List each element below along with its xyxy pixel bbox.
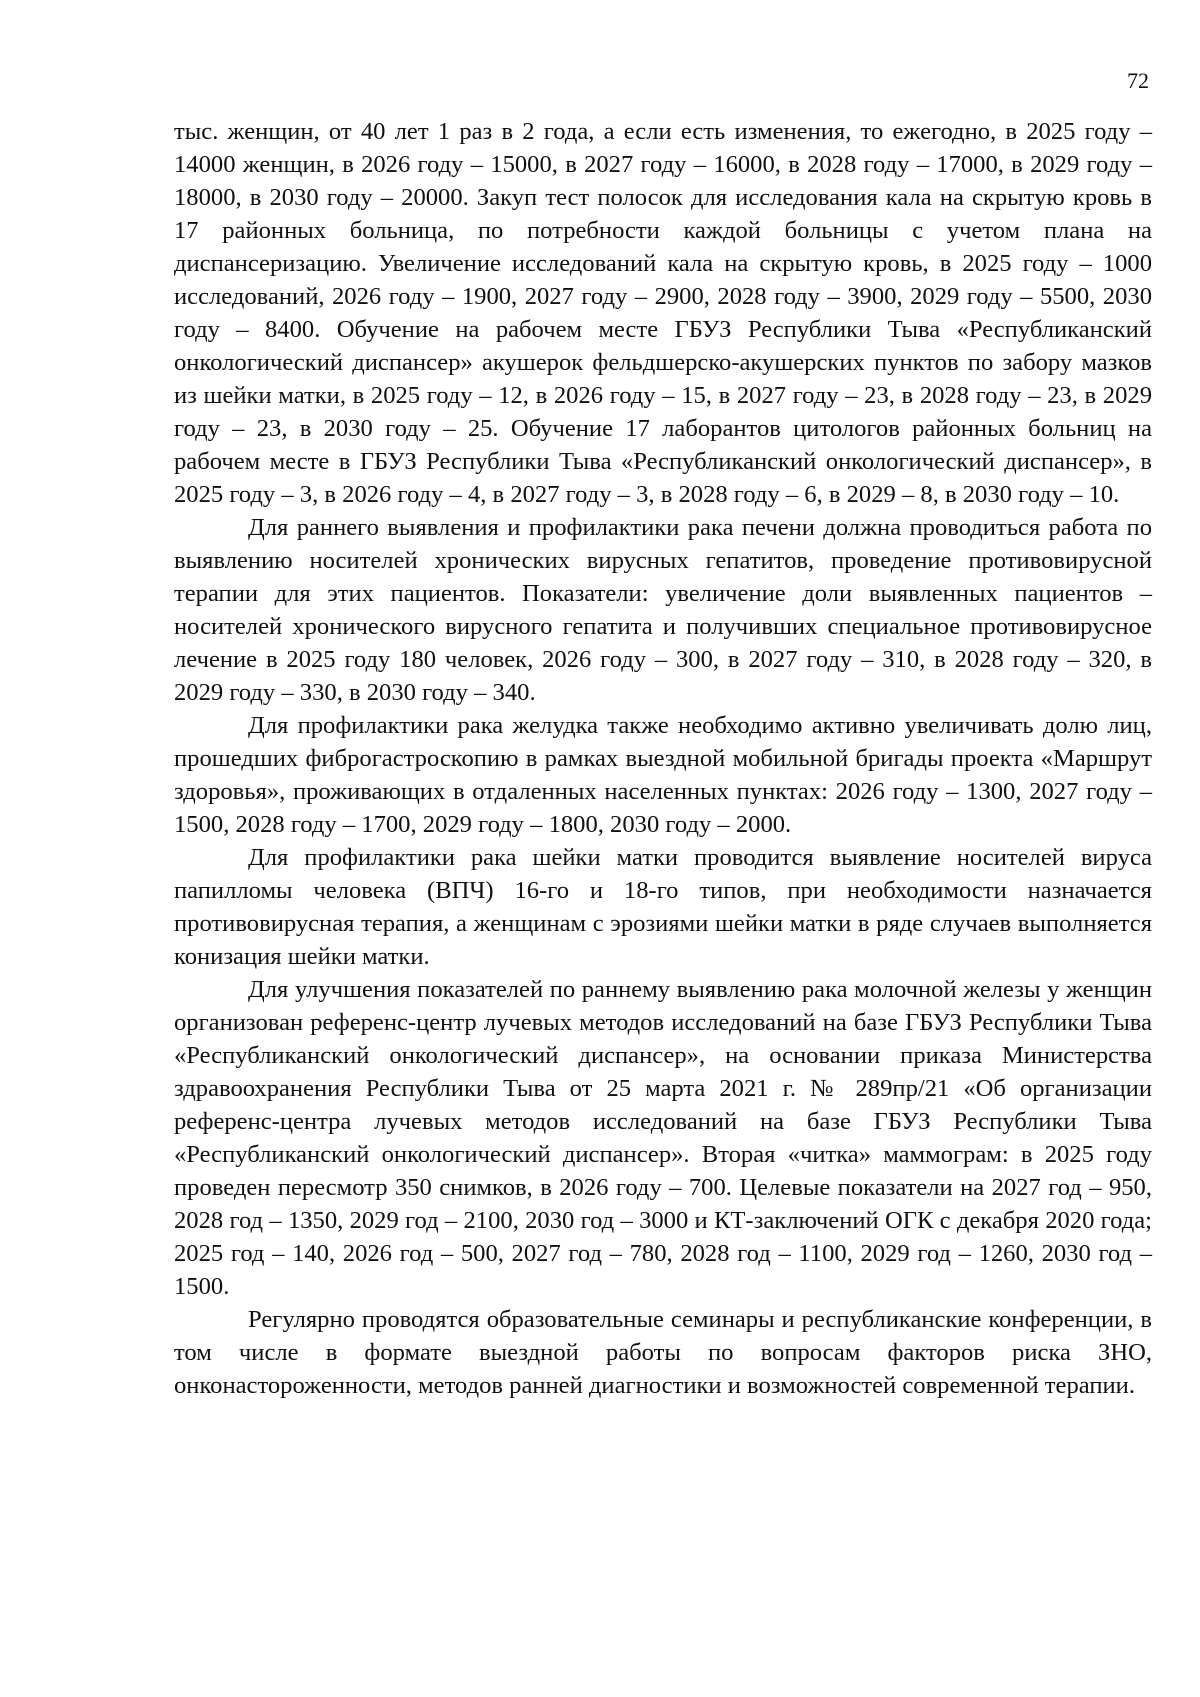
- paragraph-liver-cancer: Для раннего выявления и профилактики рака печени должна проводиться работа по выявлению носителей хронических вирусных гепатитов, проведение противовирусной терапии для этих пациентов. Показатели: увеличение доли выявленных пациентов – носителей хронического вирусного гепатита и получивших специальное противовирусное лечение в 2025 году 180 человек, 2026 году – 300, в 2027 году – 310, в 2028 году – 320, в 2029 году – 330, в 2030 году – 340.: [174, 514, 1152, 706]
- paragraph-screening-continuation: тыс. женщин, от 40 лет 1 раз в 2 года, а если есть изменения, то ежегодно, в 2025 году – 14000 женщин, в 2026 году – 15000, в 2027 году – 16000, в 2028 году – 17000, в 2029 году – 18000, в 2030 году – 20000. Закуп тест полосок для исследования кала на скрытую кровь в 17 районных больница, по потребности каждой больницы с учетом плана на диспансеризацию. Увеличение исследований кала на скрытую кровь, в 2025 году – 1000 исследований, 2026 году – 1900, 2027 году – 2900, 2028 году – 3900, 2029 году – 5500, 2030 году – 8400. Обучение на рабочем месте ГБУЗ Республики Тыва «Республиканский онкологический диспансер» акушерок фельдшерско-акушерских пунктов по забору мазков из шейки матки, в 2025 году – 12, в 2026 году – 15, в 2027 году – 23, в 2028 году – 23, в 2029 году – 23, в 2030 году – 25. Обучение 17 лаборантов цитологов районных больниц на рабочем месте в ГБУЗ Республики Тыва «Республиканский онкологический диспансер», в 2025 году – 3, в 2026 году – 4, в 2027 году – 3, в 2028 году – 6, в 2029 – 8, в 2030 году – 10.: [174, 118, 1152, 508]
- paragraph-breast-cancer: Для улучшения показателей по раннему выявлению рака молочной железы у женщин организован референс-центр лучевых методов исследований на базе ГБУЗ Республики Тыва «Республиканский онкологический диспансер», на основании приказа Министерства здравоохранения Республики Тыва от 25 марта 2021 г. № 289пр/21 «Об организации референс-центра лучевых методов исследований на базе ГБУЗ Республики Тыва «Республиканский онкологический диспансер». Вторая «читка» маммограм: в 2025 году проведен пересмотр 350 снимков, в 2026 году – 700. Целевые показатели на 2027 год – 950, 2028 год – 1350, 2029 год – 2100, 2030 год – 3000 и КТ-заключений ОГК с декабря 2020 года; 2025 год – 140, 2026 год – 500, 2027 год – 780, 2028 год – 1100, 2029 год – 1260, 2030 год – 1500.: [174, 976, 1152, 1300]
- paragraph-stomach-cancer: Для профилактики рака желудка также необходимо активно увеличивать долю лиц, прошедших фиброгастроскопию в рамках выездной мобильной бригады проекта «Маршрут здоровья», проживающих в отдаленных населенных пунктах: 2026 году – 1300, 2027 году – 1500, 2028 году – 1700, 2029 году – 1800, 2030 году – 2000.: [174, 712, 1152, 838]
- document-body: [174, 115, 1152, 1402]
- paragraph-cervical-cancer: Для профилактики рака шейки матки проводится выявление носителей вируса папилломы человека (ВПЧ) 16-го и 18-го типов, при необходимости назначается противовирусная терапия, а женщинам с эрозиями шейки матки в ряде случаев выполняется конизация шейки матки.: [174, 844, 1152, 970]
- page-number: 72: [1127, 68, 1149, 93]
- paragraph-education-seminars: Регулярно проводятся образовательные семинары и республиканские конференции, в том числе в формате выездной работы по вопросам факторов риска ЗНО, онконастороженности, методов ранней диагностики и возможностей современной терапии.: [174, 1306, 1152, 1399]
